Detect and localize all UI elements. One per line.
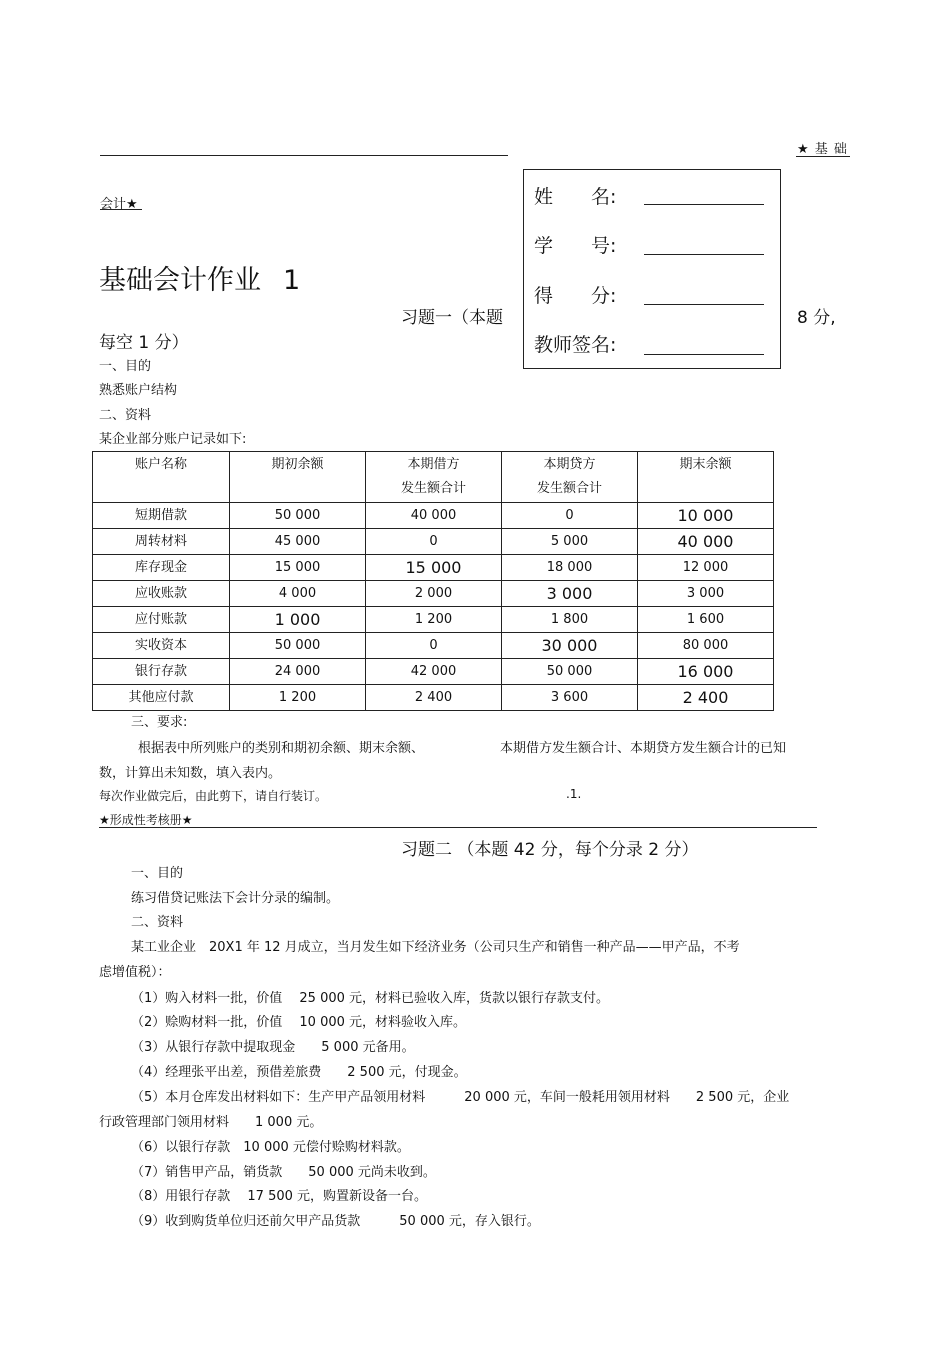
table-row — [93, 555, 774, 581]
ex1-section2-text: 某企业部分账户记录如下: — [99, 432, 247, 447]
ex2-item-9: （9）收到购货单位归还前欠甲产品货款 50 000 元，存入银行。 — [131, 1214, 540, 1229]
booklet-mark: ★形成性考核册★ — [99, 813, 193, 827]
cell-credit: 5 000 — [502, 529, 638, 555]
cell-closing-answer[interactable]: 2 400 — [638, 685, 774, 711]
ex2-item-5: （5）本月仓库发出材料如下：生产甲产品领用材料 20 000 元，车间一般耗用领用材料 2 500 元，企业 — [131, 1090, 790, 1105]
ex1-section1-text: 熟悉账户结构 — [99, 383, 178, 398]
cell-debit: 1 200 — [366, 607, 502, 633]
ex2-section1-text: 练习借贷记账法下会计分录的编制。 — [131, 891, 340, 906]
cut-note: 每次作业做完后，由此剪下，请自行装订。 — [99, 789, 328, 803]
header-credit-total: 本期贷方 发生额合计 — [502, 452, 638, 503]
ex1-requirement-line1a: 根据表中所列账户的类别和期初余额、期末余额、 — [138, 741, 425, 756]
ex2-section1: 一、目的 — [131, 866, 184, 881]
top-left-underline — [100, 209, 142, 210]
cell-opening: 1 200 — [230, 685, 366, 711]
cell-account: 实收资本 — [93, 633, 230, 659]
ex2-item-5-cont: 行政管理部门领用材料 1 000 元。 — [99, 1115, 323, 1130]
cell-debit-answer[interactable]: 15 000 — [366, 555, 502, 581]
ex2-intro-line2: 虑增值税）： — [99, 965, 171, 980]
cell-closing: 1 600 — [638, 607, 774, 633]
cell-closing: 12 000 — [638, 555, 774, 581]
ex2-item-8: （8）用银行存款 17 500 元，购置新设备一台。 — [131, 1189, 428, 1204]
id-row — [534, 231, 634, 258]
top-rule — [100, 155, 508, 156]
cell-credit: 3 600 — [502, 685, 638, 711]
score-row — [534, 281, 634, 308]
table-row — [93, 529, 774, 555]
name-label: 姓 名: — [534, 186, 617, 208]
cell-closing: 80 000 — [638, 633, 774, 659]
cell-closing: 3 000 — [638, 581, 774, 607]
cell-credit-answer[interactable]: 30 000 — [502, 633, 638, 659]
cell-opening: 15 000 — [230, 555, 366, 581]
ex1-heading-part1: 习题一（本题 — [401, 308, 503, 328]
cell-opening: 4 000 — [230, 581, 366, 607]
ex1-requirement-line2: 数，计算出未知数，填入表内。 — [99, 766, 282, 781]
cell-closing-answer[interactable]: 40 000 — [638, 529, 774, 555]
table-row — [93, 503, 774, 529]
table-row — [93, 581, 774, 607]
top-right-underline — [796, 156, 850, 157]
ex1-requirement-line1b: 本期借方发生额合计、本期贷方发生额合计的已知 — [500, 741, 787, 756]
header-account-name: 账户名称 — [93, 452, 230, 503]
header-debit-total: 本期借方 发生额合计 — [366, 452, 502, 503]
cell-credit: 0 — [502, 503, 638, 529]
table-header-row — [93, 452, 774, 503]
ex2-item-1: （1）购入材料一批，价值 25 000 元，材料已验收入库，货款以银行存款支付。 — [131, 991, 610, 1006]
student-info-box — [523, 169, 781, 369]
top-left-mark: 会计★ — [100, 197, 138, 212]
cell-debit: 0 — [366, 633, 502, 659]
cut-rule — [99, 827, 817, 828]
cell-opening: 45 000 — [230, 529, 366, 555]
cell-debit: 40 000 — [366, 503, 502, 529]
id-field[interactable] — [644, 254, 764, 255]
top-right-mark: ★ 基 础 — [797, 142, 848, 157]
table-row — [93, 633, 774, 659]
ex1-heading-part3: 每空 1 分） — [99, 333, 189, 353]
ex2-intro-line1: 某工业企业 20X1 年 12 月成立，当月发生如下经济业务（公司只生产和销售一种产品——甲产品，不考 — [131, 940, 740, 955]
ex2-item-3: （3）从银行存款中提取现金 5 000 元备用。 — [131, 1040, 415, 1055]
table-row — [93, 685, 774, 711]
table-row — [93, 659, 774, 685]
title-number: 1 — [283, 265, 301, 296]
cell-opening: 50 000 — [230, 633, 366, 659]
ex2-section2: 二、资料 — [131, 915, 184, 930]
cell-debit: 2 000 — [366, 581, 502, 607]
cell-account: 应付账款 — [93, 607, 230, 633]
ex1-section1: 一、目的 — [99, 359, 152, 374]
ex2-item-7: （7）销售甲产品，销货款 50 000 元尚未收到。 — [131, 1165, 436, 1180]
score-label: 得 分: — [534, 285, 617, 307]
cell-account: 应收账款 — [93, 581, 230, 607]
cell-credit: 50 000 — [502, 659, 638, 685]
title-text: 基础会计作业 — [99, 265, 261, 296]
cell-opening-answer[interactable]: 1 000 — [230, 607, 366, 633]
cell-debit: 42 000 — [366, 659, 502, 685]
cell-account: 库存现金 — [93, 555, 230, 581]
name-row — [534, 182, 634, 209]
score-field[interactable] — [644, 304, 764, 305]
cell-closing-answer[interactable]: 16 000 — [638, 659, 774, 685]
name-field[interactable] — [644, 204, 764, 205]
ex1-heading-part2: 8 分, — [797, 308, 836, 328]
ex2-heading: 习题二 （本题 42 分，每个分录 2 分） — [401, 840, 699, 860]
ex2-item-2: （2）赊购材料一批，价值 10 000 元，材料验收入库。 — [131, 1015, 467, 1030]
cell-debit: 2 400 — [366, 685, 502, 711]
cell-debit: 0 — [366, 529, 502, 555]
page-number: .1. — [566, 787, 582, 801]
cell-opening: 50 000 — [230, 503, 366, 529]
ex1-section3: 三、要求: — [131, 715, 188, 730]
cell-credit: 18 000 — [502, 555, 638, 581]
cell-account: 银行存款 — [93, 659, 230, 685]
cell-credit-answer[interactable]: 3 000 — [502, 581, 638, 607]
header-closing-balance: 期末余额 — [638, 452, 774, 503]
cell-account: 周转材料 — [93, 529, 230, 555]
ex1-section2: 二、资料 — [99, 408, 152, 423]
cell-credit: 1 800 — [502, 607, 638, 633]
header-opening-balance: 期初余额 — [230, 452, 366, 503]
cell-account: 短期借款 — [93, 503, 230, 529]
cell-opening: 24 000 — [230, 659, 366, 685]
ex2-item-4: （4）经理张平出差，预借差旅费 2 500 元，付现金。 — [131, 1065, 467, 1080]
teacher-field[interactable] — [644, 354, 764, 355]
id-label: 学 号: — [534, 235, 617, 257]
cell-closing-answer[interactable]: 10 000 — [638, 503, 774, 529]
ex2-item-6: （6）以银行存款 10 000 元偿付赊购材料款。 — [131, 1140, 410, 1155]
account-table — [92, 451, 774, 711]
teacher-row — [534, 330, 634, 357]
table-row — [93, 607, 774, 633]
teacher-label: 教师签名: — [534, 334, 617, 356]
cell-account: 其他应付款 — [93, 685, 230, 711]
page-title — [99, 258, 300, 297]
